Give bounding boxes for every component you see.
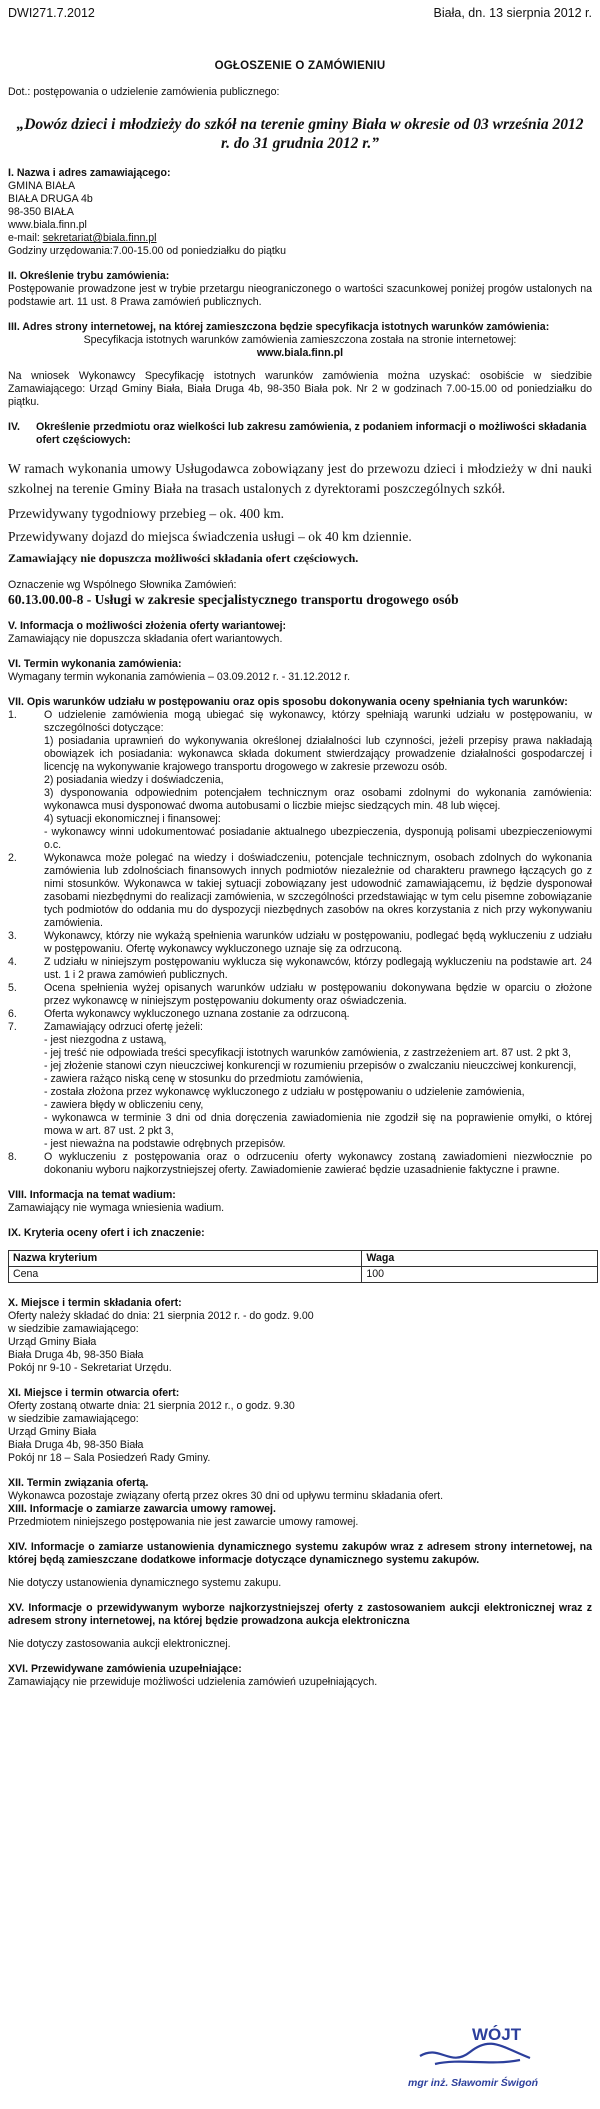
section-4-paragraph: W ramach wykonania umowy Usługodawca zobowiązany jest do przewozu dzieci i młodzieży w dni nauki szkolnej na terenie Gminy Biała na trasach ustalonych z dyrektorami poszczególnych szkół. xyxy=(8,461,592,496)
list-item xyxy=(8,1034,592,1047)
list-item-number xyxy=(8,1086,44,1099)
list-item xyxy=(8,709,592,735)
list-item-number xyxy=(8,1138,44,1151)
list-item-text: Oferta wykonawcy wykluczonego uznana zostanie za odrzuconą. xyxy=(44,1008,350,1020)
section-1-heading: I. Nazwa i adres zamawiającego: xyxy=(8,167,171,179)
section-7 xyxy=(8,696,592,1177)
email-line xyxy=(8,232,592,245)
list-item xyxy=(8,982,592,1008)
section-5-text: Zamawiający nie dopuszcza składania ofert wariantowych. xyxy=(8,633,283,645)
list-item-text: - wykonawca w terminie 3 dni od dnia doręczenia zawiadomienia nie zgodził się na poprawienie omyłki, o której mowa w art. 87 ust. 2 pkt 3, xyxy=(44,1112,592,1137)
section-16-heading: XVI. Przewidywane zamówienia uzupełniające: xyxy=(8,1663,242,1675)
section-5 xyxy=(8,620,592,646)
mayor-signature-stamp xyxy=(380,2016,570,2096)
criterion-name: Cena xyxy=(9,1267,362,1283)
office-hours: Godziny urzędowania:7.00-15.00 od poniedziałku do piątku xyxy=(8,245,286,257)
list-item-number xyxy=(8,1073,44,1086)
siwz-url: www.biala.finn.pl xyxy=(256,347,344,359)
weekly-mileage: Przewidywany tygodniowy przebieg – ok. 400 km. xyxy=(8,506,284,521)
list-item: Pokój nr 18 – Sala Posiedzeń Rady Gminy. xyxy=(8,1452,211,1464)
section-9-heading: IX. Kryteria oceny ofert i ich znaczenie: xyxy=(8,1227,205,1239)
list-item-number: 1. xyxy=(8,709,17,721)
section-12 xyxy=(8,1477,592,1529)
list-item-number xyxy=(8,787,44,813)
section-12-text: Wykonawca pozostaje związany ofertą przez okres 30 dni od upływu terminu składania ofert. xyxy=(8,1490,444,1502)
list-item xyxy=(8,826,592,852)
document-reference: DWI271.7.2012 xyxy=(8,6,95,20)
section-6-heading: VI. Termin wykonania zamówienia: xyxy=(8,658,182,670)
table-header-criterion: Nazwa kryterium xyxy=(9,1251,362,1267)
list-item-number xyxy=(8,774,44,787)
list-item-text: 3) dysponowania odpowiednim potencjałem technicznym oraz osobami zdolnymi do wykonania zamówienia: wykonawca musi dysponować dwoma autobusami o liczbie miejsc siedzących min. 48 lub więcej. xyxy=(44,787,592,812)
list-item xyxy=(8,1060,592,1073)
signature-scribble xyxy=(420,2044,530,2064)
section-1 xyxy=(8,167,592,258)
list-item-text: O udzielenie zamówienia mogą ubiegać się wykonawcy, którzy spełniają warunki udziału w postępowaniu, w szczególności dotyczące: xyxy=(44,709,592,734)
cpv-code: 60.13.00.00-8 - Usługi w zakresie specjalistycznego transportu drogowego osób xyxy=(8,592,459,607)
list-item: w siedzibie zamawiającego: xyxy=(8,1413,139,1425)
list-item xyxy=(8,787,592,813)
list-item: Oferty zostaną otwarte dnia: 21 sierpnia 2012 r., o godz. 9.30 xyxy=(8,1400,295,1412)
address-line: 98-350 BIAŁA xyxy=(8,206,74,218)
list-item-text: - zawiera błędy w obliczeniu ceny, xyxy=(44,1099,204,1111)
website-line: www.biala.finn.pl xyxy=(8,219,87,231)
email-link[interactable]: sekretariat@biala.finn.pl xyxy=(42,232,157,244)
section-3-line: Specyfikacja istotnych warunków zamówienia zamieszczona została na stronie internetowej: xyxy=(83,334,517,346)
list-item: Biała Druga 4b, 98-350 Biała xyxy=(8,1439,144,1451)
list-item-text: 2) posiadania wiedzy i doświadczenia, xyxy=(44,774,224,786)
list-item-number: 8. xyxy=(8,1151,17,1163)
list-item-number xyxy=(8,1099,44,1112)
section-10 xyxy=(8,1297,592,1375)
list-item-text: Wykonawcy, którzy nie wykażą spełnienia warunków udziału w postępowaniu, podlegać będą wykluczeniu z udziału w postępowaniu. Ofertę wykonawcy wykluczonego uznaje się za odrzuconą. xyxy=(44,930,592,955)
list-item: Biała Druga 4b, 98-350 Biała xyxy=(8,1349,144,1361)
list-item-number xyxy=(8,1034,44,1047)
section-14-text: Nie dotyczy ustanowienia dynamicznego systemu zakupu. xyxy=(8,1577,282,1589)
list-item-text: - wykonawcy winni udokumentować posiadanie aktualnego ubezpieczenia, dysponują polisami ubezpieczeniowymi o.c. xyxy=(44,826,592,851)
section-15-text: Nie dotyczy zastosowania aukcji elektronicznej. xyxy=(8,1638,231,1650)
list-item-number: 4. xyxy=(8,956,17,968)
list-item-number xyxy=(8,813,44,826)
list-item-text: - jej złożenie stanowi czyn nieuczciwej konkurencji w rozumieniu przepisów o zwalczaniu nieuczciwej konkurencji, xyxy=(44,1060,577,1072)
email-label: e-mail: xyxy=(8,232,43,244)
address-line: BIAŁA DRUGA 4b xyxy=(8,193,93,205)
section-4-number: IV. xyxy=(8,421,20,433)
section-8 xyxy=(8,1189,592,1215)
list-item xyxy=(8,1112,592,1138)
regarding-line: Dot.: postępowania o udzielenie zamówienia publicznego: xyxy=(8,86,280,98)
list-item-number: 2. xyxy=(8,852,17,864)
list-item-text: O wykluczeniu z postępowania oraz o odrzuceniu oferty wykonawcy zostaną zawiadomieni niezwłocznie po dokonaniu wyboru najkorzystniejszej oferty. Zawiadomienie zawierać będzie uzasadnienie faktyczne i prawne. xyxy=(44,1151,592,1176)
section-9 xyxy=(8,1227,592,1283)
section-3-heading: III. Adres strony internetowej, na której zamieszczona będzie specyfikacja istotnych warunków zamówienia: xyxy=(8,321,550,333)
list-item-text: 1) posiadania uprawnień do wykonywania określonej działalności lub czynności, jeżeli przepisy prawa nakładają obowiązek ich posiadania: wykonawca składa dokument stwierdzający prowadzenie działalności gospodarczej i licencję na wykonywanie krajowego transportu drogowego w zakresie przewozu osób. xyxy=(44,735,592,773)
list-item xyxy=(8,1138,592,1151)
list-item xyxy=(8,1151,592,1177)
address-line: GMINA BIAŁA xyxy=(8,180,76,192)
section-3 xyxy=(8,321,592,409)
list-item-text: - jest niezgodna z ustawą, xyxy=(44,1034,167,1046)
place-date: Biała, dn. 13 sierpnia 2012 r. xyxy=(433,6,592,20)
section-10-heading: X. Miejsce i termin składania ofert: xyxy=(8,1297,182,1309)
list-item-text: - jej treść nie odpowiada treści specyfikacji istotnych warunków zamówienia, z zastrzeżeniem art. 87 ust. 2 pkt 3, xyxy=(44,1047,571,1059)
conditions-list xyxy=(8,709,592,1177)
list-item-number xyxy=(8,1047,44,1060)
section-13-text: Przedmiotem niniejszego postępowania nie jest zawarcie umowy ramowej. xyxy=(8,1516,359,1528)
section-15-heading: XV. Informacje o przewidywanym wyborze najkorzystniejszej oferty z zastosowaniem aukcji elektronicznej wraz z adresem strony internetowej, na której będzie prowadzona aukcja elektroniczna xyxy=(8,1602,592,1627)
table-row xyxy=(9,1267,598,1283)
list-item xyxy=(8,1047,592,1060)
list-item: Oferty należy składać do dnia: 21 sierpnia 2012 r. - do godz. 9.00 xyxy=(8,1310,314,1322)
section-11 xyxy=(8,1387,592,1465)
section-15 xyxy=(8,1602,592,1651)
list-item-text: 4) sytuacji ekonomicznej i finansowej: xyxy=(44,813,221,825)
section-8-text: Zamawiający nie wymaga wniesienia wadium. xyxy=(8,1202,225,1214)
table-header-weight: Waga xyxy=(362,1251,598,1267)
section-12-heading: XII. Termin związania ofertą. xyxy=(8,1477,149,1489)
section-3-text: Na wniosek Wykonawcy Specyfikację istotnych warunków zamówienia można uzyskać: osobiście w siedzibie Zamawiającego: Urząd Gminy Biała, Biała Druga 4b, 98-350 Biała pok. Nr 2 w godzinach 7.00-15.00 od poniedziałku do piątku. xyxy=(8,370,592,408)
cpv-label: Oznaczenie wg Wspólnego Słownika Zamówień: xyxy=(8,579,237,591)
list-item-text: Ocena spełnienia wyżej opisanych warunków udziału w postępowaniu dokonywana będzie w oparciu o złożone przez wykonawcę w niniejszym postępowaniu dokumenty oraz oświadczenia. xyxy=(44,982,592,1007)
list-item xyxy=(8,1021,592,1034)
section-2-heading: II. Określenie trybu zamówienia: xyxy=(8,270,170,282)
list-item-text: Wykonawca może polegać na wiedzy i doświadczeniu, potencjale technicznym, osobach zdolnych do wykonania zamówienia lub zdolnościach finansowych innych podmiotów niezależnie od charakteru prawnego łączących go z nimi stosunków. Wykonawca w takiej sytuacji zobowiązany jest udowodnić zamawiającemu, iż będzie dysponował zasobami niezbędnymi do realizacji zamówienia, w szczególności przedstawiając w tym celu pisemne zobowiązanie tych podmiotów do oddania mu do dyspozycji niezbędnych zasobów na okres korzystania z nich przy wykonywaniu zamówienia. xyxy=(44,852,592,929)
list-item xyxy=(8,1008,592,1021)
section-4 xyxy=(8,421,592,608)
list-item-number xyxy=(8,735,44,774)
list-item xyxy=(8,813,592,826)
section-16-text: Zamawiający nie przewiduje możliwości udzielenia zamówień uzupełniających. xyxy=(8,1676,378,1688)
stamp-title: WÓJT xyxy=(472,2025,522,2044)
list-item xyxy=(8,735,592,774)
section-13-heading: XIII. Informacje o zamiarze zawarcia umowy ramowej. xyxy=(8,1503,276,1515)
list-item-text: - jest nieważna na podstawie odrębnych przepisów. xyxy=(44,1138,286,1150)
list-item: Urząd Gminy Biała xyxy=(8,1336,97,1348)
stamp-name: mgr inż. Sławomir Świgoń xyxy=(408,2077,539,2089)
table-header-row xyxy=(9,1251,598,1267)
list-item-text: - zawiera rażąco niską cenę w stosunku do przedmiotu zamówienia, xyxy=(44,1073,364,1085)
criteria-table xyxy=(8,1250,598,1283)
list-item xyxy=(8,1086,592,1099)
list-item: w siedzibie zamawiającego: xyxy=(8,1323,139,1335)
list-item-text: Zamawiający odrzuci ofertę jeżeli: xyxy=(44,1021,203,1033)
section-7-heading: VII. Opis warunków udziału w postępowaniu oraz opis sposobu dokonywania oceny spełniania tych warunków: xyxy=(8,696,568,708)
list-item xyxy=(8,774,592,787)
section-6 xyxy=(8,658,592,684)
criterion-weight: 100 xyxy=(362,1267,598,1283)
partial-offers-note: Zamawiający nie dopuszcza możliwości składania ofert częściowych. xyxy=(8,551,359,565)
section-11-heading: XI. Miejsce i termin otwarcia ofert: xyxy=(8,1387,180,1399)
list-item-number: 6. xyxy=(8,1008,17,1020)
section-2 xyxy=(8,270,592,309)
list-item-number xyxy=(8,1112,44,1138)
list-item xyxy=(8,930,592,956)
document-title: OGŁOSZENIE O ZAMÓWIENIU xyxy=(214,60,386,72)
list-item-number: 3. xyxy=(8,930,17,942)
list-item: Urząd Gminy Biała xyxy=(8,1426,97,1438)
section-2-text: Postępowanie prowadzone jest w trybie przetargu nieograniczonego o wartości szacunkowej poniżej progów ustalonych na podstawie art. 11 ust. 8 Prawa zamówień publicznych. xyxy=(8,283,592,308)
list-item-number xyxy=(8,1060,44,1073)
section-14 xyxy=(8,1541,592,1590)
daily-commute: Przewidywany dojazd do miejsca świadczenia usługi – ok 40 km dziennie. xyxy=(8,529,412,544)
list-item-number: 7. xyxy=(8,1021,17,1033)
section-14-heading: XIV. Informacje o zamiarze ustanowienia dynamicznego systemu zakupów wraz z adresem strony internetowej, na której będą zamieszczane dodatkowe informacje dotyczące dynamicznego systemu zakupów. xyxy=(8,1541,592,1566)
section-4-heading-text: Określenie przedmiotu oraz wielkości lub zakresu zamówienia, z podaniem informacji o możliwości składania ofert częściowych: xyxy=(36,421,587,446)
section-16 xyxy=(8,1663,592,1689)
list-item xyxy=(8,852,592,930)
list-item xyxy=(8,956,592,982)
order-subject: „Dowóz dzieci i młodzieży do szkół na terenie gminy Biała w okresie od 03 września 2012 r. do 31 grudnia 2012 r.” xyxy=(16,116,584,152)
list-item-number: 5. xyxy=(8,982,17,994)
list-item-text: Z udziału w niniejszym postępowaniu wyklucza się wykonawców, którzy podlegają wykluczeniu na podstawie art. 24 ust. 1 i 2 prawa zamówień publicznych. xyxy=(44,956,592,981)
list-item-number xyxy=(8,826,44,852)
section-4-heading xyxy=(8,421,592,447)
document-header xyxy=(8,6,592,20)
list-item xyxy=(8,1073,592,1086)
section-5-heading: V. Informacja o możliwości złożenia oferty wariantowej: xyxy=(8,620,287,632)
list-item: Pokój nr 9-10 - Sekretariat Urzędu. xyxy=(8,1362,172,1374)
section-6-text: Wymagany termin wykonania zamówienia – 03.09.2012 r. - 31.12.2012 r. xyxy=(8,671,351,683)
list-item xyxy=(8,1099,592,1112)
list-item-text: - została złożona przez wykonawcę wykluczonego z udziału w postępowaniu o udzielenie zamówienia, xyxy=(44,1086,525,1098)
section-8-heading: VIII. Informacja na temat wadium: xyxy=(8,1189,176,1201)
